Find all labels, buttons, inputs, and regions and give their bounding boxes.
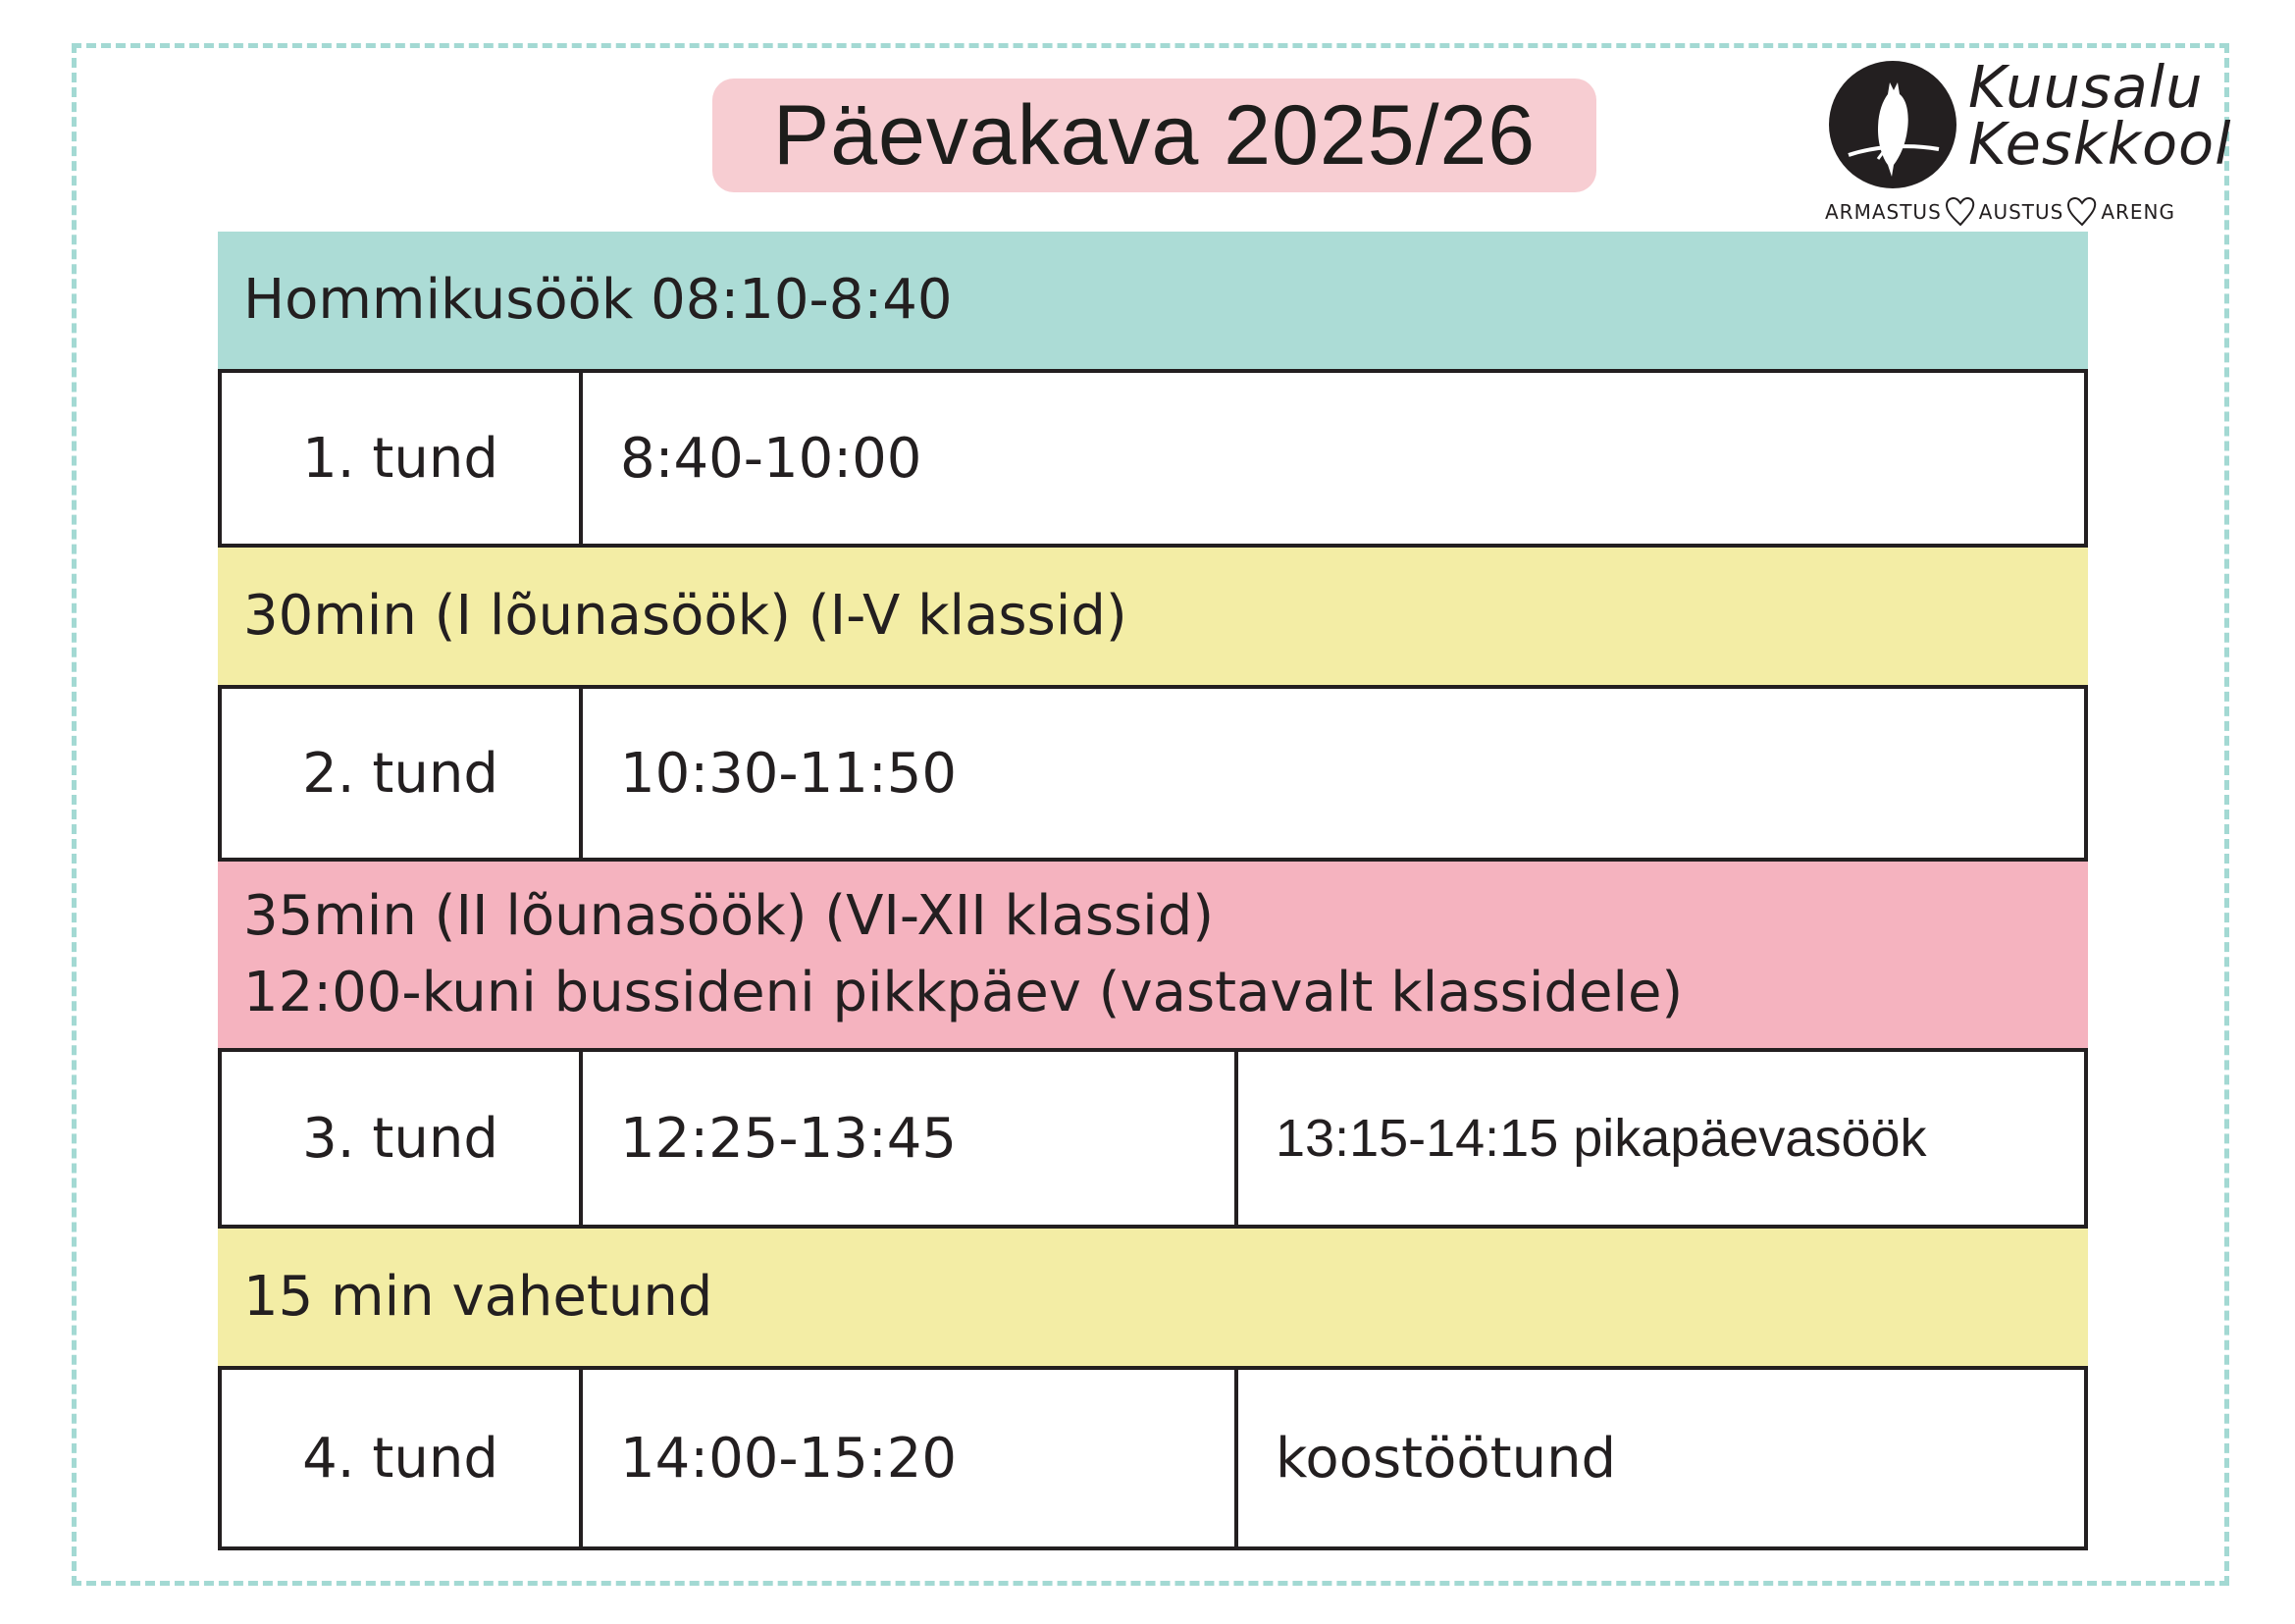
heart-outline-icon <box>1944 195 1977 229</box>
lesson-row-4 <box>218 1366 2088 1550</box>
motto-word: ARMASTUS <box>1825 200 1942 224</box>
lesson-note: 13:15-14:15 pikapäevasöök <box>1234 1052 2084 1225</box>
break-row-1 <box>218 548 2088 685</box>
title-banner <box>712 79 1596 192</box>
afternoon-care-label: 12:00-kuni bussideni pikkpäev (vastavalt klassidele) <box>243 961 1684 1024</box>
lesson-row-2 <box>218 685 2088 862</box>
motto-word: AUSTUS <box>1978 200 2064 224</box>
lesson-time: 14:00-15:20 <box>620 1426 957 1491</box>
lesson-label: 1. tund <box>222 373 583 544</box>
lesson-label: 2. tund <box>222 689 583 858</box>
school-name: Kuusalu Keskkool <box>1968 53 2232 178</box>
break-label: 30min (I lõunasöök) (I-V klassid) <box>243 584 1127 648</box>
school-motto <box>1825 192 2217 232</box>
motto-word: ARENG <box>2101 200 2176 224</box>
break-label: 15 min vahetund <box>243 1265 713 1329</box>
lesson-label: 4. tund <box>222 1370 583 1546</box>
lesson-time: 8:40-10:00 <box>620 426 922 491</box>
breakfast-label: Hommikusöök 08:10-8:40 <box>243 268 953 332</box>
lesson-row-3 <box>218 1048 2088 1229</box>
lesson-note: koostöötund <box>1234 1370 2084 1546</box>
lesson-label: 3. tund <box>222 1052 583 1225</box>
owl-icon <box>1829 61 1956 188</box>
break-row-2 <box>218 862 2088 1048</box>
break-row-3 <box>218 1229 2088 1366</box>
lesson-time: 12:25-13:45 <box>620 1106 957 1171</box>
breakfast-row <box>218 232 2088 369</box>
school-logo <box>1825 53 2232 230</box>
heart-outline-icon <box>2065 195 2099 229</box>
lesson-row-1 <box>218 369 2088 548</box>
lesson-time: 10:30-11:50 <box>620 741 957 806</box>
break-label: 35min (II lõunasöök) (VI-XII klassid) <box>243 884 1215 948</box>
page-title: Päevakava 2025/26 <box>772 87 1537 183</box>
